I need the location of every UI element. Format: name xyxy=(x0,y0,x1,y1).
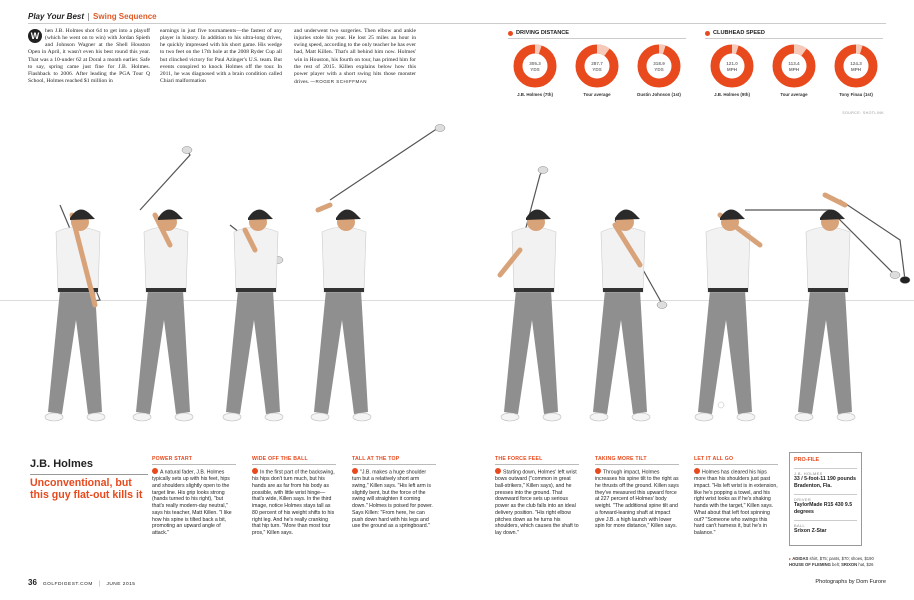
golfer-figure xyxy=(223,209,283,421)
step-text: Through impact, Holmes increases his spine tilt to the right as he thrusts off the ground. Killen says they've measured this upward force at 227 percent of Holmes' body weight. "The additional spine tilt and a forward-leaning shaft at impact give J.B. a high launch with lower spin for more distance," Killen says. xyxy=(595,469,679,530)
intro-column-1 xyxy=(28,28,150,85)
club-head xyxy=(900,277,910,284)
shirt xyxy=(806,227,850,292)
golfer-figure xyxy=(311,125,445,422)
shoe xyxy=(590,413,608,421)
club-head xyxy=(657,302,667,309)
club-shaft xyxy=(60,205,100,305)
arm xyxy=(500,250,520,275)
cap xyxy=(820,209,845,220)
donut-label: Tour average xyxy=(583,92,611,97)
footer-folio: 36 GOLFDIGEST.COM | JUNE 2015 xyxy=(28,578,136,587)
arm xyxy=(245,230,255,250)
donut-center xyxy=(523,54,547,78)
step-title: TALL AT THE TOP xyxy=(352,456,436,465)
running-header xyxy=(28,12,157,21)
shoe xyxy=(837,413,855,421)
pro-file-label: J.B. HOLMES xyxy=(794,468,857,476)
step-title: TAKING MORE TILT xyxy=(595,456,679,465)
shirt xyxy=(56,227,100,292)
donut-unit: YDS xyxy=(530,67,540,72)
club-shaft xyxy=(745,210,895,275)
donut-label: Tony Finau (1st) xyxy=(839,92,873,97)
arm xyxy=(615,225,640,265)
pro-file-label: DRIVER xyxy=(794,494,857,502)
step-text: A natural fader, J.B. Holmes typically sets up with his feet, hips and shoulders slightly open to the target line. His grip looks strong (hands turned to his right), "but that's really modern-day neutral," says his teacher, Matt Killen. "I like how his spine is tilted back a bit, promoting an upward angle of attack." xyxy=(152,469,232,537)
clubhead-speed-panel xyxy=(705,30,883,97)
donut-center xyxy=(585,54,609,78)
golfer-figure xyxy=(695,209,900,421)
pro-file-label: BALL xyxy=(794,520,857,528)
driving-distance-label: DRIVING DISTANCE xyxy=(516,30,570,36)
head xyxy=(337,213,355,231)
club-head xyxy=(273,257,283,264)
clubhead-speed-label: CLUBHEAD SPEED xyxy=(713,30,765,36)
club-head xyxy=(65,302,75,309)
head xyxy=(159,213,177,231)
gear-text: belt xyxy=(832,561,839,567)
donut-label: J.B. Holmes (9th) xyxy=(714,92,750,97)
club-shaft xyxy=(520,170,543,250)
pro-file-value: TaylorMade R15 430 9.5 degrees xyxy=(794,502,853,515)
donut-label: Dustin Johnson (1st) xyxy=(637,92,681,97)
shoe xyxy=(265,413,283,421)
cap xyxy=(615,209,640,220)
gear-brand: SRIXON xyxy=(841,561,858,567)
donut-center xyxy=(647,54,671,78)
donut-unit: MPH xyxy=(726,67,738,72)
golfer-figure xyxy=(795,195,910,421)
club-shaft xyxy=(840,200,905,280)
head xyxy=(249,213,267,231)
cap xyxy=(720,209,745,220)
golfer-figure xyxy=(590,209,667,421)
arm xyxy=(720,215,760,245)
bullet-icon xyxy=(705,31,710,36)
driving-donuts xyxy=(508,44,686,97)
pants xyxy=(593,290,647,414)
step-wide-off-ball xyxy=(252,456,336,537)
step-text: Holmes has cleared his hips more than his shoulders just past impact. "His left wrist is in extension, like he's popping a towel, and his right wrist looks as if he's shaking hands with the target," Killen says. What about that left foot spinning out? "Someone who swings this hard can't harness it, but he's in balance." xyxy=(694,469,778,537)
shoe xyxy=(543,413,561,421)
cap xyxy=(248,209,273,220)
golfer-figure xyxy=(45,205,105,421)
step-text: Starting down, Holmes' left wrist bows outward ("common in great ball-strikers," Killen says), and he presses into the ground. That downward force sets up serious power as the club falls into an ideal delivery position. "His right elbow pitches down as he turns his shoulders, which causes the shaft to lay down." xyxy=(495,469,579,537)
headline: Unconventional, but this guy flat-out kills it xyxy=(30,477,143,501)
belt xyxy=(514,288,554,292)
donut-unit: MPH xyxy=(788,67,800,72)
intro-text-3: and underwent two surgeries. Then elbow and ankle injuries stole his year. He lost 25 miles an hour in swing speed, according to the only teacher he has ever had, Matt Killen. That's all behind him now. Holmes' win in Houston, his fourth on tour, has primed him for the rest of 2015. Killen explains below how this power player with a short swing hits those monster drives. xyxy=(294,28,416,86)
shoe xyxy=(45,413,63,421)
donut-ring xyxy=(513,44,557,88)
stat-donut xyxy=(508,44,562,97)
issue-date: JUNE 2015 xyxy=(106,582,136,587)
page-number: 36 xyxy=(28,578,37,587)
donut-value: 305.3 xyxy=(529,61,541,66)
step-more-tilt xyxy=(595,456,679,530)
shoe xyxy=(223,413,241,421)
intro-column-2 xyxy=(160,28,282,85)
pants xyxy=(314,290,368,414)
donut-value: 113.4 xyxy=(788,61,800,66)
shirt xyxy=(706,227,750,292)
pro-file-value: 33 / 5-foot-11 190 pounds Bradenton, Fla. xyxy=(794,476,856,489)
donut-value: 318.9 xyxy=(653,61,665,66)
club-shaft xyxy=(615,220,662,305)
head xyxy=(616,213,634,231)
byline: —ROGER SCHIFFMAN xyxy=(310,79,367,85)
donut-ring xyxy=(834,44,878,88)
shirt xyxy=(601,227,645,292)
horizon-line xyxy=(0,300,914,301)
stat-rule xyxy=(508,38,686,39)
step-title: POWER START xyxy=(152,456,236,465)
section-name: Play Your Best xyxy=(28,12,85,21)
player-name: J.B. Holmes xyxy=(30,458,93,470)
bullet-icon xyxy=(508,31,513,36)
cap xyxy=(70,209,95,220)
belt xyxy=(808,288,848,292)
cap xyxy=(526,209,551,220)
donut-value: 124.3 xyxy=(850,61,862,66)
donut-value: 121.0 xyxy=(726,61,738,66)
club-head xyxy=(890,272,900,279)
head xyxy=(721,213,739,231)
step-let-it-go xyxy=(694,456,778,537)
arrow-icon xyxy=(694,468,700,474)
step-force-feel xyxy=(495,456,579,537)
club-shaft xyxy=(230,225,278,260)
club-head xyxy=(182,147,192,154)
gear-brand: ADIDAS xyxy=(792,556,809,561)
stat-donut xyxy=(632,44,686,97)
shirt xyxy=(322,227,366,292)
club-head xyxy=(538,167,548,174)
belt xyxy=(236,288,276,292)
head xyxy=(821,213,839,231)
gear-text: shirt, $75; pants, $70; shoes, $190 xyxy=(809,556,874,561)
donut-unit: MPH xyxy=(850,67,862,72)
shirt xyxy=(144,227,188,292)
gear-brand: HOUSE OF FLEMING xyxy=(789,561,831,567)
step-tall-at-top xyxy=(352,456,436,530)
pro-file-value: Srixon Z-Star xyxy=(794,528,827,534)
arm xyxy=(72,215,95,305)
shoe xyxy=(795,413,813,421)
shoe xyxy=(632,413,650,421)
cap xyxy=(336,209,361,220)
header-divider xyxy=(88,13,89,21)
pro-file-title: PRO-FILE xyxy=(794,457,820,463)
clubhead-speed-title xyxy=(705,30,883,36)
arrow-icon xyxy=(495,468,501,474)
donut-ring xyxy=(772,44,816,88)
donut-center xyxy=(844,54,868,78)
donut-ring xyxy=(710,44,754,88)
shoe xyxy=(133,413,151,421)
club-head xyxy=(435,125,445,132)
shoe xyxy=(175,413,193,421)
step-title: WIDE OFF THE BALL xyxy=(252,456,336,465)
donut-center xyxy=(782,54,806,78)
step-title: THE FORCE FEEL xyxy=(495,456,579,465)
intro-column-3 xyxy=(294,28,416,86)
pants xyxy=(226,290,280,414)
stat-donut xyxy=(570,44,624,97)
name-rule xyxy=(30,474,148,475)
belt xyxy=(603,288,643,292)
photo-credit: Photographs by Dom Furore xyxy=(815,579,886,585)
driving-distance-title xyxy=(508,30,686,36)
arrow-icon xyxy=(352,468,358,474)
dropcap: W xyxy=(28,29,42,43)
subsection-name: Swing Sequence xyxy=(93,12,157,21)
shirt xyxy=(234,227,278,292)
intro-text-2: earnings in just five tournaments—the fastest of any player in history. In addition to his ultra-long drives, he quickly impressed with his short game. His wedge to two feet on the 17th hole at the 2008 Ryder Cup all but clinched victory for Paul Azinger's U.S. team. But events conspired to knock Holmes off the tour. In 2011, he was diagnosed with a brain condition called Chiari malformation xyxy=(160,28,282,85)
donut-unit: YDS xyxy=(654,67,664,72)
arrow-icon xyxy=(252,468,258,474)
donut-ring xyxy=(637,44,681,88)
head xyxy=(71,213,89,231)
header-rule xyxy=(28,23,886,24)
step-text: In the first part of the backswing, his hips don't turn much, but his hands are as far from his body as possible, with little wrist hinge—that's wide, Killen says. In the third image, notice Holmes stays tall as 80 percent of his weight shifts to his right leg. And he's really cranking that hip turn. "More than most tour pros," Killen says. xyxy=(252,469,335,537)
stat-donut xyxy=(705,44,759,97)
driving-distance-panel xyxy=(508,30,686,97)
donut-value: 287.7 xyxy=(591,61,603,66)
donut-unit: YDS xyxy=(592,67,602,72)
arm xyxy=(825,195,845,205)
donut-label: Tour average xyxy=(780,92,808,97)
stats-source: SOURCE: SHOTLINK xyxy=(842,111,884,115)
step-power-start xyxy=(152,456,236,537)
pants xyxy=(48,290,102,414)
pants xyxy=(798,290,852,414)
belt xyxy=(708,288,748,292)
arm xyxy=(318,205,330,210)
club-shaft xyxy=(140,150,190,210)
cap xyxy=(158,209,183,220)
step-text: "J.B. makes a huge shoulder turn but a relatively short arm swing," Killen says. "His left arm is slightly bent, but the force of the swing will straighten it coming down." Holmes is poised for power. Says Killen: "From here, he can push down hard with his legs and use the ground as a springboard." xyxy=(352,469,433,530)
intro-text-1: hen J.B. Holmes shot 64 to get into a playoff (which he went on to win) with Jordan Spieth and Johnson Wagner at the Shell Houston Open in April, it wasn't even his best round this year. That was a 10-under 62 at Doral a month earlier. Safe to say, spring came just fine for J.B. Holmes. Flashback to 2006. After leading the PGA Tour Q School, Holmes reached $1 million in xyxy=(28,28,150,85)
shoe xyxy=(737,413,755,421)
gear-text: hat, $26 xyxy=(858,561,874,567)
pants xyxy=(698,290,752,414)
donut-center xyxy=(720,54,744,78)
belt xyxy=(146,288,186,292)
belt xyxy=(324,288,364,292)
arrow-icon xyxy=(152,468,158,474)
clubhead-donuts xyxy=(705,44,883,97)
arm xyxy=(155,215,170,245)
pants xyxy=(136,290,190,414)
club-shaft xyxy=(330,128,440,200)
site-name: GOLFDIGEST.COM xyxy=(42,582,93,587)
step-title: LET IT ALL GO xyxy=(694,456,778,465)
golfer-figure xyxy=(133,147,193,422)
stat-donut xyxy=(829,44,883,97)
stat-rule xyxy=(705,38,883,39)
donut-label: J.B. Holmes (7th) xyxy=(517,92,553,97)
head xyxy=(527,213,545,231)
shoe xyxy=(695,413,713,421)
arrow-icon xyxy=(595,468,601,474)
shoe xyxy=(353,413,371,421)
belt xyxy=(58,288,98,292)
pants xyxy=(504,290,558,414)
gear-credits: ▸ ADIDAS shirt, $75; pants, $70; shoes, $190 HOUSE OF FLEMING belt; SRIXON hat, $26 xyxy=(789,556,874,567)
shirt xyxy=(512,227,556,292)
shoe xyxy=(87,413,105,421)
golf-ball xyxy=(718,402,724,408)
donut-ring xyxy=(575,44,619,88)
pro-file-box xyxy=(789,452,862,546)
shoe xyxy=(311,413,329,421)
stat-donut xyxy=(767,44,821,97)
golfer-figure xyxy=(500,167,561,422)
shoe xyxy=(501,413,519,421)
